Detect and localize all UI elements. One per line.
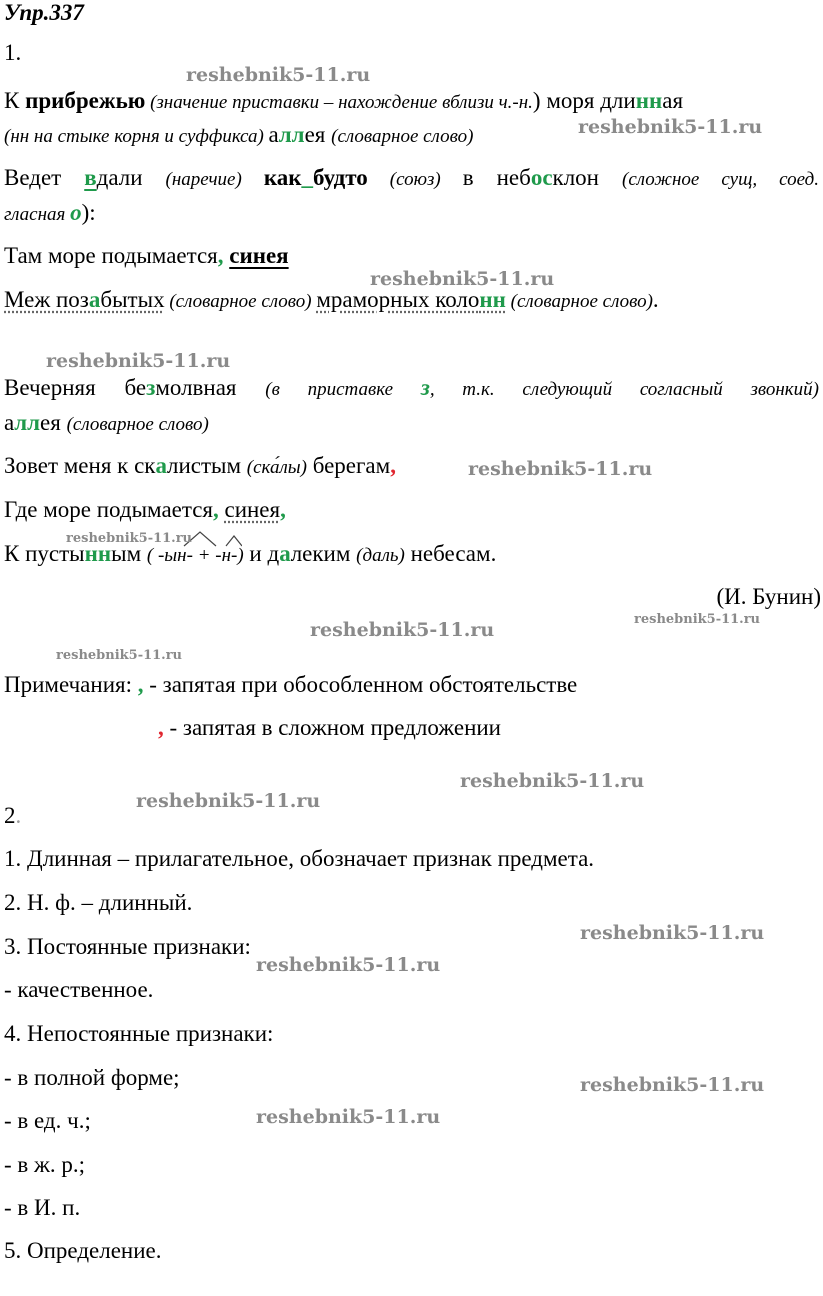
- comma-green: ,: [217, 243, 224, 268]
- watermark: reshebnik5-11.ru: [370, 268, 555, 290]
- list-item: 5. Определение.: [4, 1238, 162, 1263]
- list-item: 3. Постоянные признаки:: [4, 934, 251, 959]
- list-item: - в полной форме;: [4, 1065, 180, 1090]
- orthogram-os: ос: [530, 165, 553, 190]
- notes-line-2: [158, 715, 501, 741]
- text: леким: [290, 541, 357, 566]
- list-item: - в ж. р.;: [4, 1152, 86, 1177]
- note: (сложное сущ, соед.: [622, 169, 819, 190]
- section-2-label: [4, 803, 21, 829]
- list-item: - качественное.: [4, 977, 154, 1002]
- text: ея: [40, 410, 67, 435]
- morpheme-note: ( -ын- + -н-): [146, 545, 244, 566]
- comma-red: ,: [158, 715, 164, 740]
- orthogram-underscore: _: [301, 165, 313, 190]
- comma-red: ,: [390, 453, 396, 478]
- text: .: [652, 287, 659, 312]
- word-rest: брежью: [64, 88, 146, 113]
- list-item: 1. Длинная – прилагательное, обозначает признак предмета.: [4, 846, 595, 871]
- notes-label: Примечания:: [4, 672, 138, 697]
- text: Вечерняя бе: [4, 375, 147, 400]
- watermark: reshebnik5-11.ru: [46, 350, 231, 372]
- text: Где море подымается: [4, 497, 213, 522]
- poem-line-9: [4, 453, 396, 481]
- text: Там море подымается: [4, 243, 218, 268]
- orthogram-nn: нн: [84, 541, 112, 566]
- watermark: reshebnik5-11.ru: [460, 770, 645, 792]
- watermark: reshebnik5-11.ru: [66, 531, 193, 546]
- note: (словарное слово): [66, 414, 209, 435]
- poem-line-7: [4, 375, 819, 403]
- prefix: при: [25, 88, 65, 113]
- orthogram-a: а: [88, 287, 101, 312]
- note: , т.к. следующий согласный звонкий): [429, 379, 819, 400]
- orthogram-v: в: [84, 165, 97, 190]
- text: К пусты: [4, 541, 85, 566]
- note: (словарное слово): [505, 291, 653, 312]
- text: ая: [662, 88, 684, 113]
- watermark: reshebnik5-11.ru: [310, 619, 495, 641]
- list-item: - в ед. ч.;: [4, 1108, 91, 1133]
- poem-line-6: [4, 287, 659, 315]
- orthogram-ll: лл: [278, 122, 305, 147]
- poem-line-5: [4, 243, 289, 269]
- note: (словарное слово): [331, 126, 474, 147]
- text: мраморных коло: [316, 287, 480, 312]
- watermark: reshebnik5-11.ru: [256, 1106, 441, 1128]
- note: (наречие): [165, 169, 264, 190]
- word-sineya: синея: [229, 243, 289, 268]
- comma-green: ,: [280, 497, 286, 522]
- orthogram-ll: лл: [14, 410, 41, 435]
- watermark: reshebnik5-11.ru: [56, 648, 183, 663]
- text: молвная: [155, 375, 266, 400]
- text: листым: [166, 453, 247, 478]
- comma-green: ,: [137, 672, 144, 697]
- section-1-label: 1.: [4, 40, 22, 65]
- comma-green: ,: [212, 497, 219, 522]
- paren: ): [532, 88, 541, 113]
- connecting-vowel: о: [70, 200, 82, 225]
- note-z: з: [420, 375, 430, 400]
- note: (словарное слово): [164, 291, 317, 312]
- watermark: reshebnik5-11.ru: [580, 922, 765, 944]
- watermark: reshebnik5-11.ru: [634, 612, 761, 627]
- text: ):: [81, 200, 96, 225]
- text: - запятая в сложном предложении: [163, 715, 501, 740]
- text: Зовет меня к ск: [4, 453, 156, 478]
- underlined-group: [316, 287, 506, 312]
- list-item: - в И. п.: [4, 1195, 81, 1220]
- poem-line-3: [4, 165, 819, 193]
- poem-line-8: [4, 410, 209, 438]
- exercise-title: Упр.337: [4, 0, 84, 25]
- underlined-group: [4, 287, 165, 312]
- text: .: [15, 803, 22, 828]
- word-kak: как: [263, 165, 302, 190]
- watermark: reshebnik5-11.ru: [256, 954, 441, 976]
- text: моря дли: [540, 88, 636, 113]
- watermark: reshebnik5-11.ru: [136, 790, 321, 812]
- orthogram-nn: нн: [635, 88, 663, 113]
- text: 2: [4, 803, 16, 828]
- poem-line-1: [4, 88, 683, 116]
- note: (ска́лы): [246, 457, 307, 478]
- word-sineya: синея: [224, 497, 281, 522]
- text: ым: [111, 541, 147, 566]
- note: гласная: [4, 204, 71, 225]
- text: Меж поз: [4, 287, 89, 312]
- note: (в приставке: [265, 379, 421, 400]
- text: и д: [243, 541, 280, 566]
- notes-line-1: [4, 672, 577, 698]
- orthogram-z: з: [146, 375, 156, 400]
- text: а: [268, 122, 279, 147]
- note: (значение приставки – нахождение вблизи ч.-н.: [145, 92, 533, 113]
- poem-line-2: [4, 122, 473, 150]
- text: а: [4, 410, 15, 435]
- text: дали: [96, 165, 166, 190]
- note: (даль): [356, 545, 405, 566]
- note: (союз): [367, 169, 463, 190]
- watermark: reshebnik5-11.ru: [580, 1074, 765, 1096]
- watermark: reshebnik5-11.ru: [468, 458, 653, 480]
- orthogram-nn: нн: [479, 287, 506, 312]
- text: - запятая при обособленном обстоятельстве: [143, 672, 578, 697]
- text: бытых: [100, 287, 165, 312]
- orthogram-a: а: [155, 453, 167, 478]
- watermark: reshebnik5-11.ru: [578, 116, 763, 138]
- text: небесам.: [404, 541, 497, 566]
- text: в неб: [462, 165, 531, 190]
- list-item: 2. Н. ф. – длинный.: [4, 890, 193, 915]
- watermark: reshebnik5-11.ru: [186, 64, 371, 86]
- text: Ведет: [4, 165, 85, 190]
- list-item: 4. Непостоянные признаки:: [4, 1021, 274, 1046]
- text: ея: [304, 122, 332, 147]
- text: клон: [552, 165, 622, 190]
- text: К: [4, 88, 26, 113]
- poem-line-10: [4, 497, 286, 523]
- poem-author: (И. Бунин): [716, 584, 821, 609]
- orthogram-a: а: [279, 541, 291, 566]
- note: (нн на стыке корня и суффикса): [4, 126, 269, 147]
- poem-line-4: [4, 200, 96, 228]
- text: берегам: [306, 453, 391, 478]
- word-budto: будто: [312, 165, 368, 190]
